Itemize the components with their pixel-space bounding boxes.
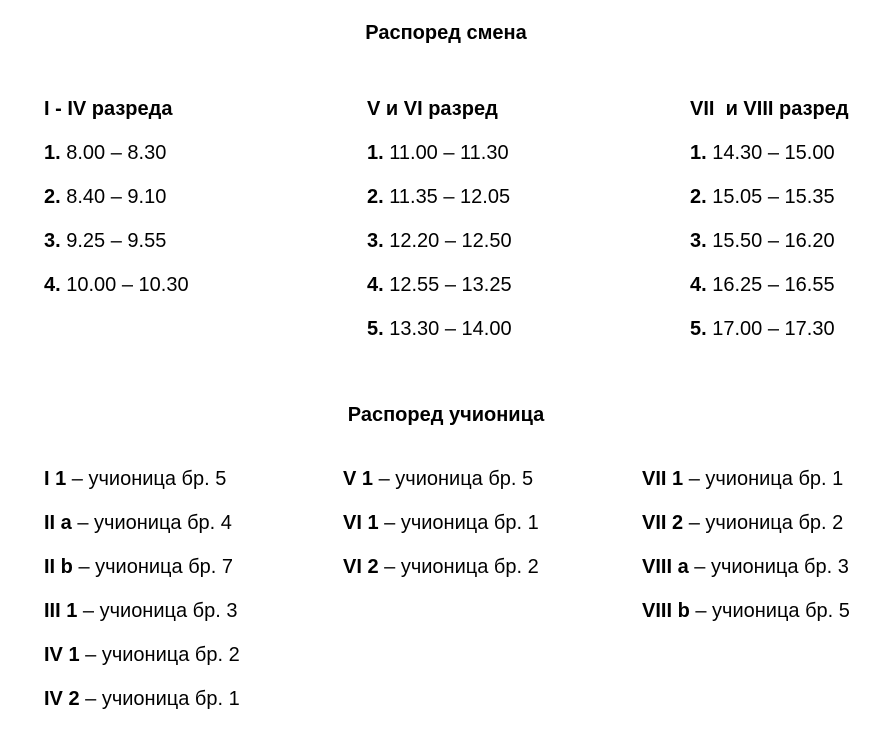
shift-row <box>367 141 512 185</box>
period-time: 11.35 – 12.05 <box>383 186 511 208</box>
class-name: I 1 <box>44 468 67 490</box>
classroom-assignment: – учионица бр. 1 <box>378 512 539 534</box>
classroom-column-2 <box>343 467 539 599</box>
period-number: 2. <box>44 186 61 208</box>
shift-row <box>690 141 849 185</box>
classroom-assignment: – учионица бр. 7 <box>72 556 234 578</box>
shift-column-heading: VII и VIII разред <box>690 98 849 120</box>
classroom-row <box>44 555 240 599</box>
class-name: V 1 <box>343 468 374 490</box>
shift-row <box>367 273 512 317</box>
classroom-assignment: – учионица бр. 1 <box>79 688 240 710</box>
period-time: 14.30 – 15.00 <box>706 142 835 164</box>
class-name: VI 1 <box>343 512 379 534</box>
period-time: 13.30 – 14.00 <box>383 318 512 340</box>
classroom-assignment: – учионица бр. 3 <box>77 600 238 622</box>
classroom-assignment: – учионица бр. 5 <box>66 468 227 490</box>
shift-row <box>367 185 512 229</box>
classroom-assignment: – учионица бр. 1 <box>683 468 844 490</box>
classroom-assignment: – учионица бр. 5 <box>373 468 534 490</box>
classroom-row <box>343 511 539 555</box>
period-number: 2. <box>690 186 707 208</box>
shift-column-heading: V и VI разред <box>367 98 498 120</box>
period-number: 3. <box>44 230 61 252</box>
classroom-assignment: – учионица бр. 2 <box>683 512 844 534</box>
period-time: 11.00 – 11.30 <box>383 142 509 164</box>
period-number: 4. <box>690 274 707 296</box>
classroom-assignment: – учионица бр. 2 <box>378 556 539 578</box>
period-number: 4. <box>44 274 61 296</box>
classroom-row <box>44 511 240 555</box>
period-time: 10.00 – 10.30 <box>60 274 189 296</box>
class-name: II a <box>44 512 72 534</box>
classroom-assignment: – учионица бр. 5 <box>689 600 850 622</box>
shift-column-3 <box>690 97 849 361</box>
period-time: 12.55 – 13.25 <box>383 274 512 296</box>
classroom-assignment: – учионица бр. 4 <box>71 512 232 534</box>
shift-column-1 <box>44 97 189 317</box>
period-time: 8.00 – 8.30 <box>60 142 167 164</box>
classroom-row <box>44 599 240 643</box>
class-name: IV 1 <box>44 644 80 666</box>
period-time: 8.40 – 9.10 <box>60 186 167 208</box>
class-name: VIII a <box>642 556 689 578</box>
classroom-row <box>642 467 850 511</box>
period-number: 2. <box>367 186 384 208</box>
period-number: 1. <box>690 142 707 164</box>
period-number: 5. <box>367 318 384 340</box>
classroom-column-1 <box>44 467 240 731</box>
shift-column-heading: I - IV разреда <box>44 98 173 120</box>
class-name: II b <box>44 556 73 578</box>
shift-row <box>690 185 849 229</box>
class-name: IV 2 <box>44 688 80 710</box>
shift-row <box>44 273 189 317</box>
classrooms-title: Распоред учионица <box>347 404 545 426</box>
shift-row <box>367 229 512 273</box>
shift-row <box>44 229 189 273</box>
shift-row <box>690 317 849 361</box>
shift-row <box>690 229 849 273</box>
period-time: 9.25 – 9.55 <box>60 230 167 252</box>
period-number: 5. <box>690 318 707 340</box>
period-number: 4. <box>367 274 384 296</box>
classroom-assignment: – учионица бр. 3 <box>688 556 849 578</box>
period-time: 16.25 – 16.55 <box>706 274 835 296</box>
period-number: 3. <box>690 230 707 252</box>
class-name: VI 2 <box>343 556 379 578</box>
period-number: 3. <box>367 230 384 252</box>
classroom-column-3 <box>642 467 850 643</box>
shift-row <box>44 141 189 185</box>
period-number: 1. <box>44 142 61 164</box>
period-time: 17.00 – 17.30 <box>706 318 835 340</box>
classroom-row <box>44 687 240 731</box>
class-name: VII 2 <box>642 512 684 534</box>
classroom-row <box>44 467 240 511</box>
shift-column-2 <box>367 97 512 361</box>
classroom-row <box>343 555 539 599</box>
period-number: 1. <box>367 142 384 164</box>
shifts-title: Распоред смена <box>365 22 527 44</box>
classroom-row <box>642 511 850 555</box>
classroom-row <box>343 467 539 511</box>
class-name: VIII b <box>642 600 690 622</box>
period-time: 15.50 – 16.20 <box>706 230 835 252</box>
classroom-row <box>642 599 850 643</box>
classroom-row <box>642 555 850 599</box>
period-time: 15.05 – 15.35 <box>706 186 835 208</box>
shift-row <box>690 273 849 317</box>
period-time: 12.20 – 12.50 <box>383 230 512 252</box>
shift-row <box>367 317 512 361</box>
class-name: III 1 <box>44 600 78 622</box>
class-name: VII 1 <box>642 468 684 490</box>
shift-row <box>44 185 189 229</box>
classroom-assignment: – учионица бр. 2 <box>79 644 240 666</box>
classroom-row <box>44 643 240 687</box>
